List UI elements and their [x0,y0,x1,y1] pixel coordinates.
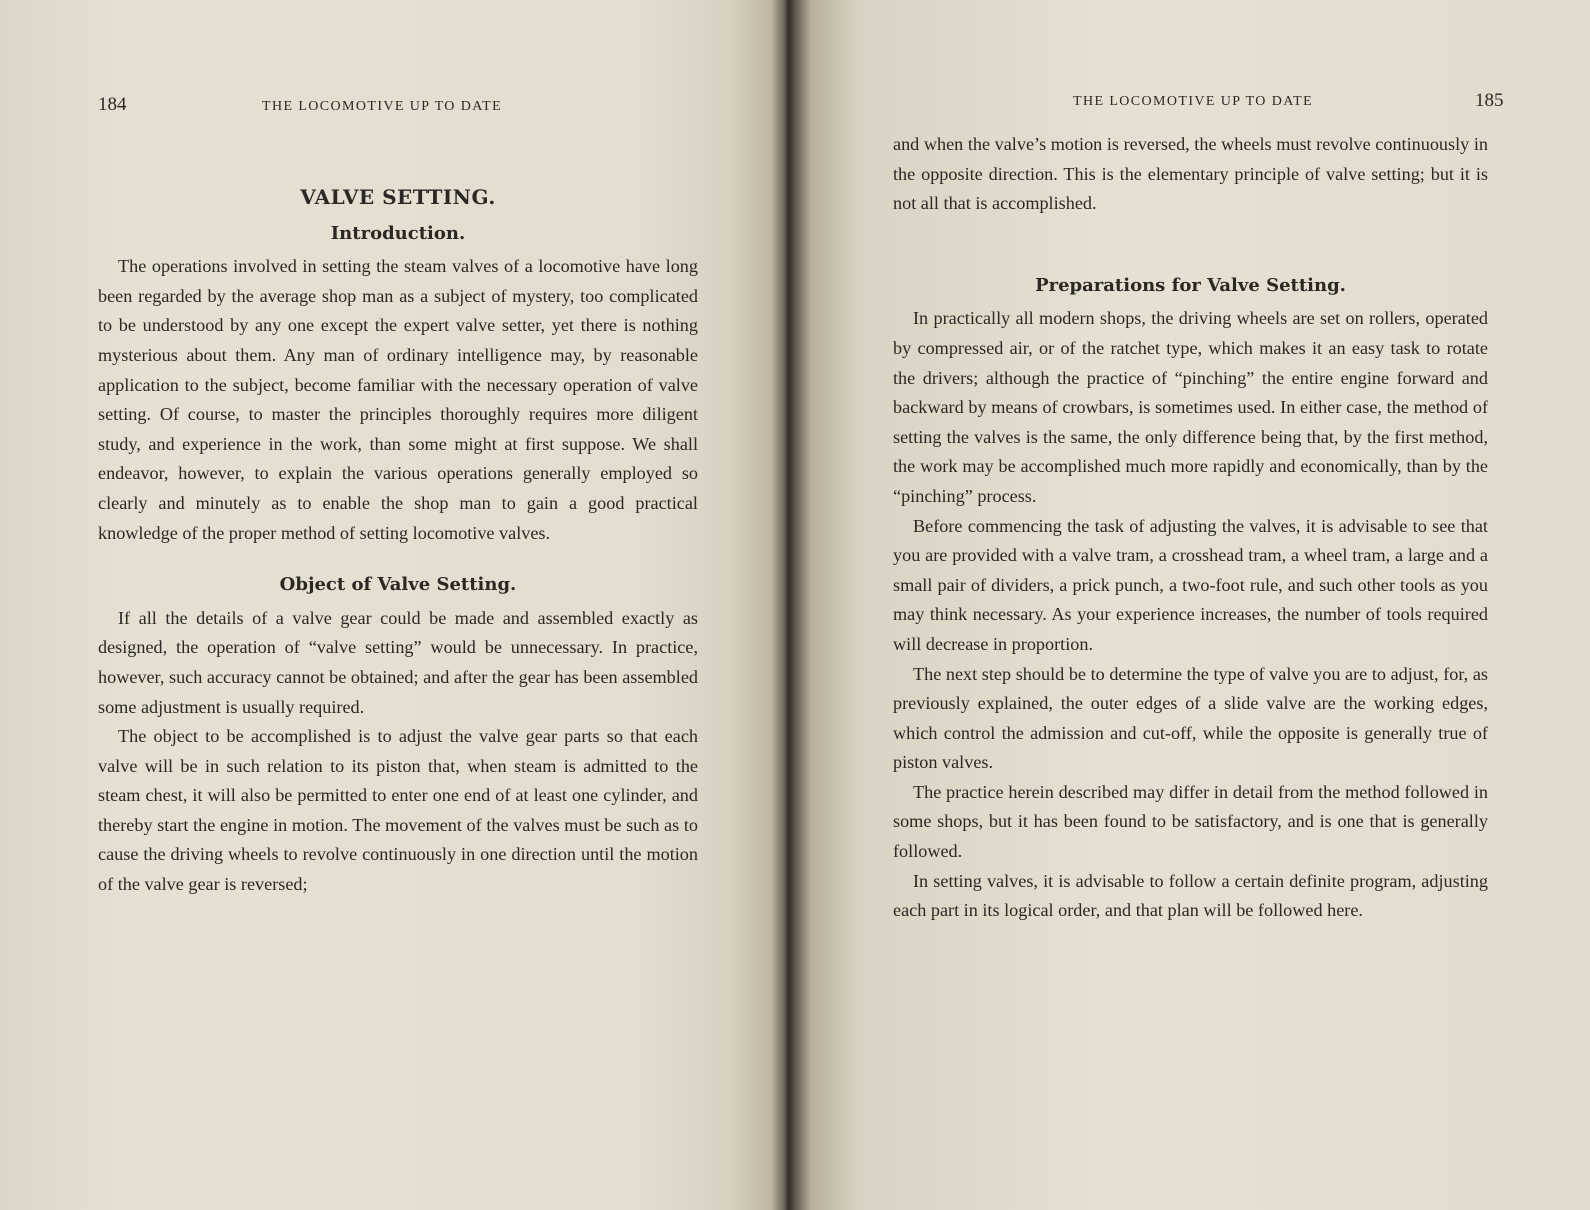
page-number: 185 [1475,90,1504,111]
paragraph: The practice herein described may differ in detail from the method followed in some shops, but it has been found to be satisfactory, and is one that is generally followed. [893,781,1488,862]
left-page [0,0,785,1210]
section-heading-object: Object of Valve Setting. [279,574,517,596]
paragraph: The next step should be to determine the type of valve you are to adjust, for, as previously explained, the outer edges of a slide valve are the working edges, which control the admission and cut-off, while the opposite is generally true of piston valves. [893,663,1488,773]
paragraph: If all the details of a valve gear could be made and assembled exactly as designed, the operation of “valve setting” would be unnecessary. In practice, however, such accuracy cannot be obtained; and after the gear has been assembled some adjustment is usually required. [98,607,698,717]
section-heading-introduction: Introduction. [330,222,466,244]
left-running-header [0,94,785,124]
paragraph-continuation: and when the valve’s motion is reversed, the wheels must revolve continuously in the opposite direction. This is the elementary principle of valve setting; but it is not all that is accomplished. [893,134,1488,214]
running-head-title: THE LOCOMOTIVE UP TO DATE [1073,94,1314,109]
chapter-title: VALVE SETTING. [300,185,496,209]
running-head-title: THE LOCOMOTIVE UP TO DATE [262,99,503,114]
section-heading-preparations: Preparations for Valve Setting. [1035,274,1346,296]
paragraph: The operations involved in setting the steam valves of a locomotive have long been regarded by the average shop man as a subject of mystery, too complicated to be understood by any one except the expert valve setter, yet there is nothing mysterious about them. Any man of ordinary intelligence may, by reasonable application to the subject, become familiar with the necessary operation of valve setting. Of course, to master the principles thoroughly requires more diligent study, and experience in the work, than some might at first suppose. We shall endeavor, however, to explain the various operations generally employed so clearly and minutely as to enable the shop man to gain a good practical knowledge of the proper method of setting locomotive valves. [98,256,698,543]
left-text-block [98,183,698,900]
right-text-block [893,130,1488,926]
paragraph: In setting valves, it is advisable to follow a certain definite program, adjusting each part in its logical order, and that plan will be followed here. [893,870,1488,921]
paragraph: In practically all modern shops, the driving wheels are set on rollers, operated by compressed air, or of the ratchet type, which makes it an easy task to rotate the drivers; although the practice of “pinching” the entire engine forward and backward by means of crowbars, is sometimes used. In either case, the method of setting the valves is the same, the only difference being that, by the first method, the work may be accomplished much more rapidly and economically, than by the “pinching” process. [893,308,1488,506]
right-running-header [795,90,1590,124]
page-number: 184 [98,94,127,115]
paragraph: The object to be accomplished is to adjust the valve gear parts so that each valve will be in such relation to its piston that, when steam is admitted to the steam chest, it will also be permitted to enter one end of at least one cylinder, and thereby start the engine in motion. The movement of the valves must be such as to cause the driving wheels to revolve continuously in one direction until the motion of the valve gear is reversed; [98,726,698,895]
paragraph: Before commencing the task of adjusting the valves, it is advisable to see that you are provided with a valve tram, a crosshead tram, a wheel tram, a large and a small pair of dividers, a prick punch, a two-foot rule, and such other tools as you may think necessary. As your experience increases, the number of tools required will decrease in proportion. [893,515,1488,654]
right-page [795,0,1590,1210]
